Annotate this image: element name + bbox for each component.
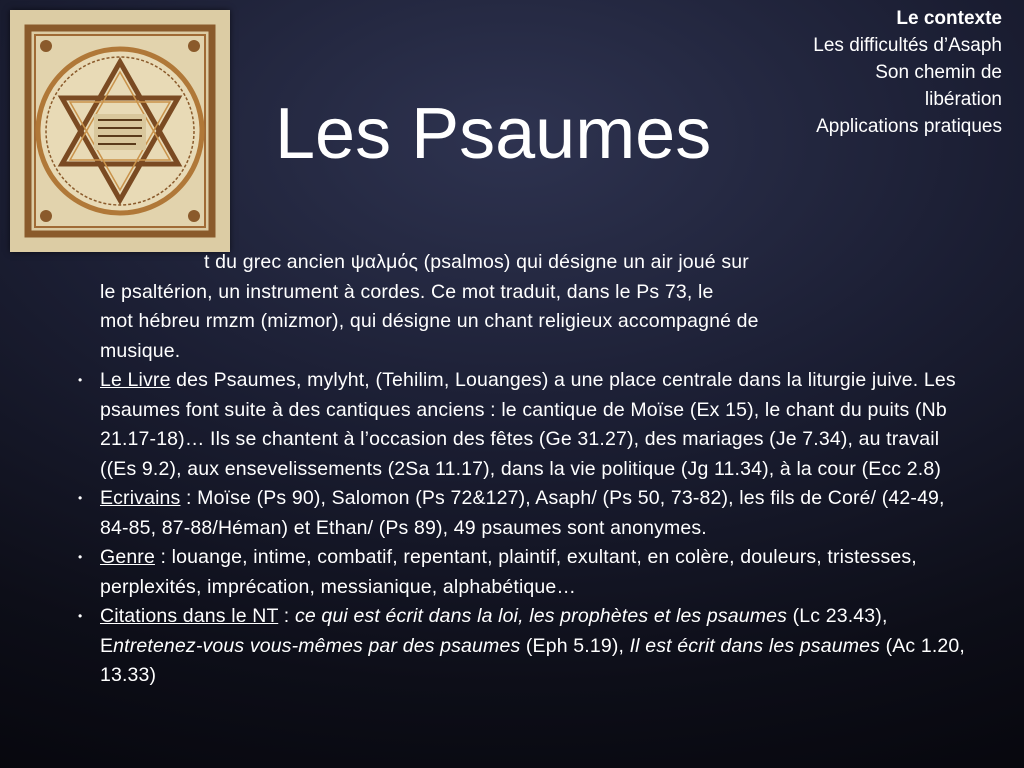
citation-quote-3: Il est écrit dans les psaumes bbox=[629, 634, 880, 657]
citation-quote-2: ntretenez-vous vous-mêmes par des psaumes bbox=[113, 634, 521, 657]
illuminated-manuscript-image bbox=[10, 10, 230, 252]
citation-quote-1: ce qui est écrit dans la loi, les prophètes et les psaumes bbox=[294, 605, 788, 627]
link-ecrivains[interactable]: Ecrivains bbox=[100, 487, 181, 509]
genre-text: : louange, intime, combatif, repentant, plaintif, exultant, en colère, douleurs, tristesses, perplexités, imprécation, messianique, alphabétique… bbox=[100, 546, 917, 598]
link-genre[interactable]: Genre bbox=[100, 546, 155, 568]
citations-sep: : bbox=[278, 605, 295, 627]
list-item-psaume-definition bbox=[70, 248, 970, 366]
nav-item-liberation[interactable]: libération bbox=[924, 89, 1002, 110]
section-nav bbox=[813, 5, 1002, 140]
citation-ref-3: (Ac 1.20, 13.33) bbox=[100, 634, 965, 686]
livre-text: des Psaumes, mylyht, (Tehilim, Louanges) a une place centrale dans la liturgie juive. Les psaumes font suite à des cantiques anciens : le cantique de Moïse (Ex 15), le chant du puits (Nb 21.17-18)… Ils se chantent à l’occasion des fêtes (Ge 31.27), des mariages (Je 7.34), au travail ((Es 9.2), aux ensevelissements (2Sa 11.17), dans la vie politique (Jg 11.34), à la cour (Ecc 2.8) bbox=[100, 369, 956, 480]
link-citations-nt[interactable]: Citations dans le NT bbox=[100, 605, 279, 627]
link-le-livre[interactable]: Le Livre bbox=[100, 369, 171, 391]
intro-line: le psaltérion, un instrument à cordes. Ce mot traduit, dans le Ps 73, le bbox=[100, 280, 714, 303]
nav-item-difficultes-asaph[interactable]: Les difficultés d’Asaph bbox=[813, 35, 1002, 56]
bullet-icon: • bbox=[78, 373, 83, 387]
ecrivains-text: : Moïse (Ps 90), Salomon (Ps 72&127), Asaph/ (Ps 50, 73-82), les fils de Coré/ (42-49, 84-85, 87-88/Héman) et Ethan/ (Ps 89), 49 psaumes sont anonymes. bbox=[100, 487, 945, 539]
intro-line: t du grec ancien ψαλμός (psalmos) qui désigne un air joué sur bbox=[204, 251, 749, 273]
nav-item-le-contexte[interactable]: Le contexte bbox=[896, 8, 1002, 29]
bullet-icon: • bbox=[78, 609, 83, 623]
intro-line: musique. bbox=[100, 339, 181, 362]
slide-body bbox=[70, 248, 970, 691]
bullet-icon: • bbox=[78, 550, 83, 564]
nav-item-applications-pratiques[interactable]: Applications pratiques bbox=[816, 116, 1002, 137]
bullet-icon: • bbox=[78, 491, 83, 505]
citation-ref-1: (Lc 23.43), E bbox=[100, 605, 888, 657]
nav-item-chemin-de[interactable]: Son chemin de bbox=[875, 62, 1002, 83]
list-item-genre bbox=[70, 543, 970, 602]
intro-line: mot hébreu rmzm (mizmor), qui désigne un chant religieux accompagné de bbox=[100, 310, 759, 332]
list-item-livre bbox=[70, 366, 970, 484]
list-item-citations bbox=[70, 602, 970, 691]
citation-ref-2: (Eph 5.19), bbox=[520, 634, 630, 657]
slide-title: Les Psaumes bbox=[275, 94, 712, 174]
list-item-ecrivains bbox=[70, 484, 970, 543]
